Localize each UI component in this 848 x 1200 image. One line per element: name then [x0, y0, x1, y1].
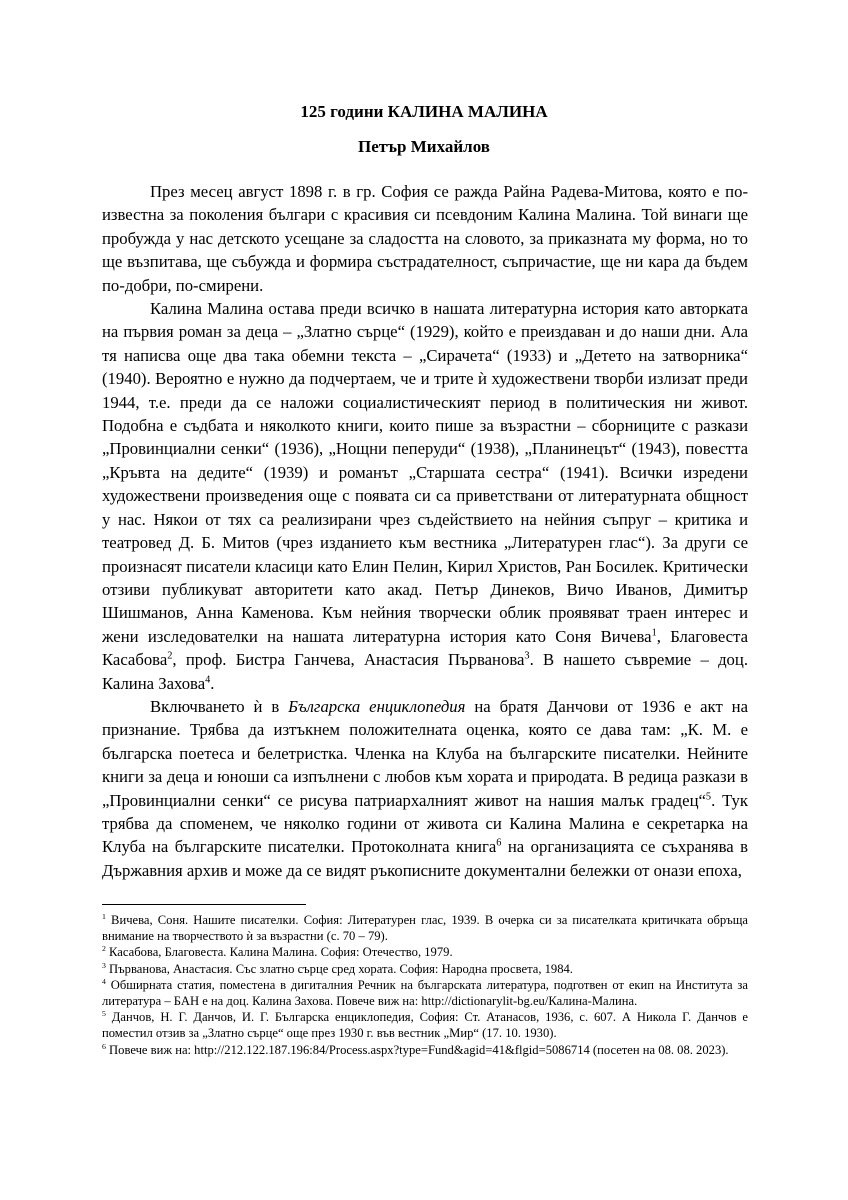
footnote-2 [102, 944, 748, 960]
paragraph-3-text-c: . Тук трябва да споменем, че няколко години от живота си Калина Малина е секретарка на Клуба на българските писателки. Протоколната книга [102, 790, 748, 857]
paragraph-2 [102, 297, 748, 695]
paragraph-3-text-b: на братя Данчови от 1936 е акт на признание. Трябва да изтъкнем положителната оценка, която се дава там: „К. М. е българска поетеса и белетристка. Членка на Клуба на българските писателки. Нейните книги за деца и юноши са изпълнени с любов към хората и природата. В редица разкази в „Провинциални сенки“ се рисува патриархалният живот на нашия малък градец“ [102, 696, 748, 810]
footnote-text: Първанова, Анастасия. Със златно сърце сред хората. София: Народна просвета, 1984. [105, 961, 573, 976]
footnote-number: 2 [102, 944, 106, 954]
footnote-number: 1 [102, 911, 106, 921]
footnote-6 [102, 1042, 748, 1058]
footnote-number: 6 [102, 1041, 106, 1051]
article-title: 125 години КАЛИНА МАЛИНА [300, 102, 548, 121]
footnote-1 [102, 912, 748, 944]
article-body [102, 180, 748, 882]
footnote-4 [102, 977, 748, 1009]
footnote-text: Касабова, Благовеста. Калина Малина. София: Отечество, 1979. [105, 945, 453, 960]
paragraph-1 [102, 180, 748, 297]
footnote-text: Повече виж на: http://212.122.187.196:84/Process.aspx?type=Fund&agid=41&flgid=5086714 (посетен на 08. 08. 2023). [105, 1042, 729, 1057]
footnote-text: Данчов, Н. Г. Данчов, И. Г. Българска енциклопедия, София: Ст. Атанасов, 1936, с. 607. А Никола Г. Данчов е поместил отзив за „Златно сърце“ още през 1930 г. във вестник „Мир“ (17. 10. 1930). [102, 1010, 748, 1041]
paragraph-3 [102, 695, 748, 882]
footnote-3 [102, 961, 748, 977]
footnote-ref-1[interactable]: 1 [651, 627, 657, 639]
footnote-ref-5[interactable]: 5 [705, 791, 712, 802]
paragraph-2-text-b: , Благовеста Касабова [102, 626, 748, 670]
paragraph-2-text-c: , проф. Бистра Ганчева, Анастасия Първанова [172, 650, 525, 670]
paragraph-2-text-a: Калина Малина остава преди всичко в нашата литературна история като авторката на първия роман за деца – „Златно сърце“ (1929), който е преиздаван и до наши дни. Ала тя написва още два така обемни текста – „Сирачета“ (1933) и „Детето на затворника“ (1940). Вероятно е нужно да подчертаем, че и трите ѝ художествени творби излизат преди 1944, т.е. преди да се наложи социалистическият период в политическия ни живот. Подобна е съдбата и няколкото книги, които пише за възрастни – сборниците с разкази „Провинциални сенки“ (1936), „Нощни пеперуди“ (1938), „Планинецът“ (1943), повестта „Кръвта на дедите“ (1939) и романът „Старшата сестра“ (1941). Всички изредени художествени произведения още с появата си са приветствани от литературната общност у нас. Някои от тях са реализирани чрез съдействието на нейния съпруг – критика и театровед Д. Б. Митов (чрез изданието към вестника „Литературен глас“). За други се произнасят писатели класици като Елин Пелин, Кирил Христов, Ран Босилек. Критически отзиви публикуват авторитети като акад. Петър Динеков, Вичо Иванов, Димитър Шишманов, Анна Каменова. Към нейния творчески облик проявяват траен интерес и жени изследователки на нашата литературна история като Соня Вичева [102, 299, 748, 646]
footnote-ref-4[interactable]: 4 [205, 673, 211, 685]
footnote-ref-6[interactable]: 6 [496, 837, 502, 849]
paragraph-2-text-d: . В нашето съвремие – доц. Калина Захова [102, 650, 749, 693]
paragraph-3-text-a: Включването ѝ в [150, 696, 289, 716]
footnote-text: Вичева, Соня. Нашите писателки. София: Литературен глас, 1939. В очерка си за писателката критичката обръща внимание на творчеството ѝ за възрастни (с. 70 – 79). [102, 913, 748, 944]
footnote-number: 3 [102, 960, 106, 970]
footnote-ref-3[interactable]: 3 [524, 650, 530, 662]
footnote-5 [102, 1009, 748, 1041]
article-author: Петър Михайлов [358, 137, 490, 156]
footnotes [102, 912, 748, 1058]
footnote-ref-2[interactable]: 2 [167, 650, 173, 662]
footnote-separator [102, 904, 306, 905]
paragraph-3-text-d: на организацията се съхранява в Държавния архив и може да се видят ръкописните документални бележки от онази епоха, [102, 837, 748, 880]
footnote-text: Обширната статия, поместена в дигиталния Речник на българската литература, подготвен от екип на Института за литература – БАН е на доц. Калина Захова. Повече виж на: http://dictionarylit-bg.eu/Калина-Малина. [102, 977, 748, 1009]
paragraph-1-text: През месец август 1898 г. в гр. София се ражда Райна Радева-Митова, която е по-известна за поколения българи с красивия си псевдоним Калина Малина. Той винаги ще пробужда у нас детското усещане за сладостта на словото, за приказната му форма, но то ще възпитава, ще събужда и формира състрадателност, съпричастие, ще ни кара да бъдем по-добри, по-смирени. [102, 182, 748, 295]
encyclopedia-title: Българска енциклопедия [288, 696, 466, 716]
footnote-number: 4 [102, 976, 106, 986]
paragraph-2-text-e: . [210, 673, 215, 693]
footnote-number: 5 [102, 1009, 106, 1019]
